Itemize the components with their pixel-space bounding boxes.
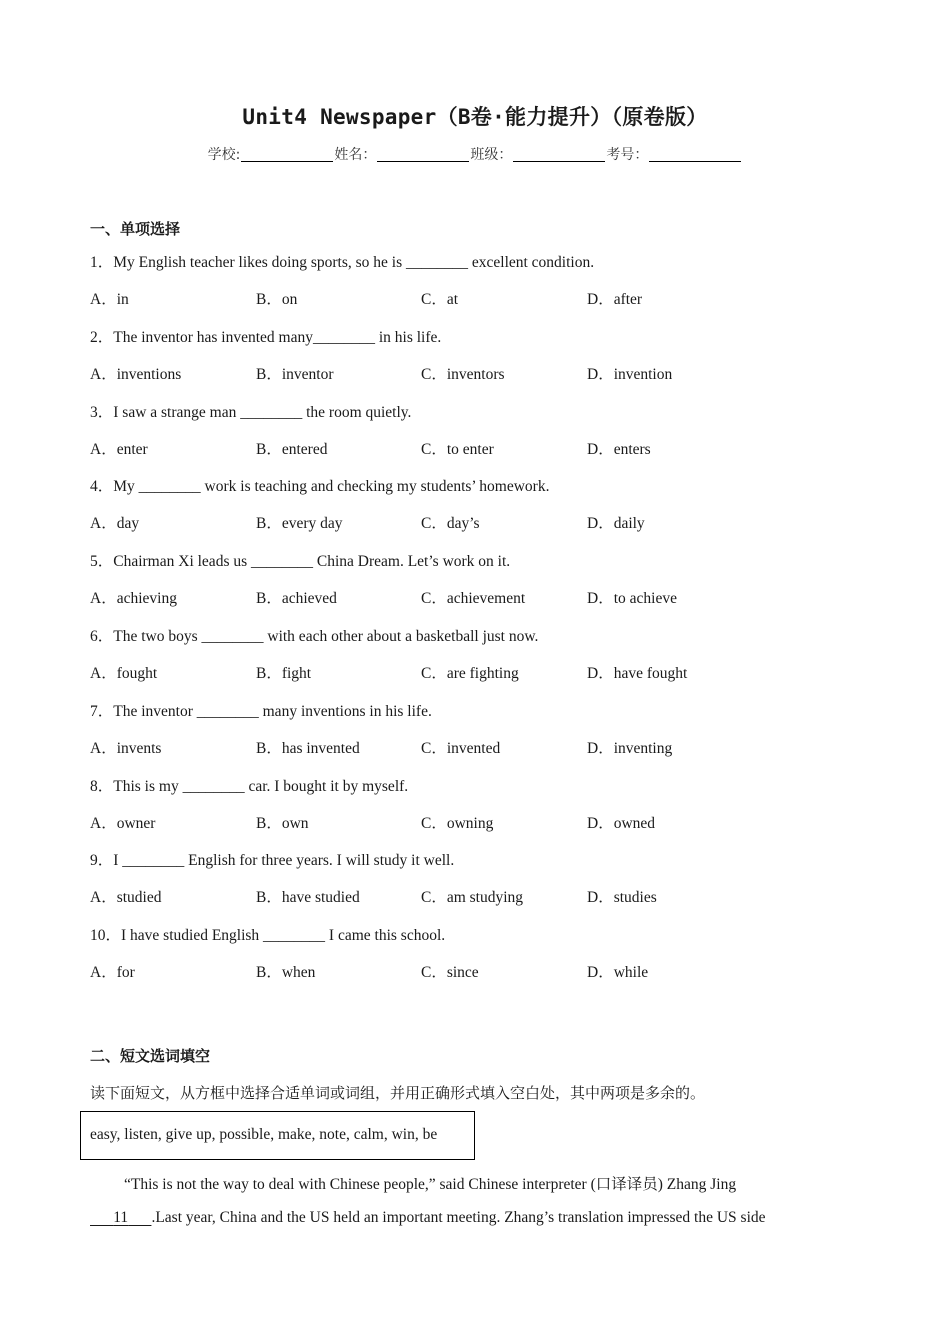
answer-option: A．in <box>90 291 129 308</box>
question-text: 7．The inventor ________ many inventions in his life. <box>90 702 432 720</box>
school-blank <box>241 147 333 162</box>
answer-option: A．studied <box>90 889 162 907</box>
answer-option: A．inventions <box>90 365 182 383</box>
answer-option: B．achieved <box>256 590 337 608</box>
answer-option: B．every day <box>256 515 343 533</box>
answer-option: D．after <box>587 291 643 308</box>
student-info-line <box>0 144 950 164</box>
answer-option: D．enters <box>587 440 651 458</box>
answer-option: C．since <box>421 964 479 982</box>
question-text: 5．Chairman Xi leads us ________ China Dream. Let’s work on it. <box>90 553 511 571</box>
question-text: 8．This is my ________ car. I bought it by myself. <box>90 777 409 795</box>
question-text: 4．My ________ work is teaching and checking my students’ homework. <box>90 478 550 496</box>
class-blank <box>513 147 605 162</box>
answer-option: C．to enter <box>421 440 494 458</box>
question-text: 2．The inventor has invented many________ in his life. <box>90 328 442 346</box>
question-text: 9．I ________ English for three years. I will study it well. <box>90 852 455 870</box>
answer-option: D．inventing <box>587 739 673 757</box>
answer-option: D．owned <box>587 814 656 832</box>
class-label: 班级： <box>470 147 513 163</box>
answer-option: C．are fighting <box>421 665 519 682</box>
answer-option: D．to achieve <box>587 590 677 608</box>
answer-option: A．fought <box>90 665 158 682</box>
answer-option: B．have studied <box>256 889 360 907</box>
instruction-text: 读下面短文，从方框中选择合适单词或词组，并用正确形式填入空白处，其中两项是多余的。 <box>90 1084 706 1102</box>
blank-number: 11 <box>113 1209 129 1226</box>
section-heading-single-choice: 一、单项选择 <box>90 220 181 238</box>
name-label: 姓名： <box>334 147 377 163</box>
answer-option: B．on <box>256 291 298 308</box>
answer-option: C．inventors <box>421 365 505 383</box>
answer-option: C．day’s <box>421 515 480 533</box>
page-title: Unit4 Newspaper（B卷·能力提升）（原卷版） <box>242 105 708 129</box>
answer-option: C．invented <box>421 739 501 757</box>
answer-option: A．invents <box>90 739 162 757</box>
answer-option: B．has invented <box>256 739 360 757</box>
answer-option: D．while <box>587 964 649 982</box>
answer-option: C．at <box>421 291 459 308</box>
question-text: 10．I have studied English ________ I came this school. <box>90 927 446 945</box>
answer-option: B．inventor <box>256 365 334 383</box>
section-heading-fill-in: 二、短文选词填空 <box>90 1047 211 1065</box>
answer-option: C．achievement <box>421 590 526 608</box>
answer-option: A．owner <box>90 814 156 832</box>
question-text: 3．I saw a strange man ________ the room quietly. <box>90 403 412 421</box>
answer-option: B．fight <box>256 665 312 682</box>
answer-option: B．when <box>256 964 316 982</box>
answer-option: D．studies <box>587 889 657 907</box>
name-blank <box>377 147 469 162</box>
answer-option: B．entered <box>256 440 328 458</box>
exam-number-blank <box>649 147 741 162</box>
answer-option: D．invention <box>587 365 673 383</box>
answer-option: C．am studying <box>421 889 524 907</box>
question-text: 6．The two boys ________ with each other about a basketball just now. <box>90 628 539 645</box>
answer-option: A．enter <box>90 440 148 458</box>
answer-option: C．owning <box>421 814 494 832</box>
answer-option: A．achieving <box>90 590 177 608</box>
passage-line-2-text: .Last year, China and the US held an important meeting. Zhang’s translation impressed the US side <box>151 1209 766 1226</box>
question-text: 1．My English teacher likes doing sports, so he is ________ excellent condition. <box>90 254 595 271</box>
passage-line-1: “This is not the way to deal with Chinese people,” said Chinese interpreter (口译译员) Zhang Jing <box>124 1176 737 1193</box>
answer-option: D．have fought <box>587 665 688 682</box>
exam-number-label: 考号： <box>606 147 649 163</box>
answer-option: B．own <box>256 814 309 832</box>
answer-option: A．for <box>90 964 135 982</box>
answer-option: A．day <box>90 515 140 533</box>
blank-11 <box>90 1209 151 1226</box>
school-label: 学校: <box>207 147 241 163</box>
passage-line-2 <box>90 1209 766 1227</box>
word-box: easy, listen, give up, possible, make, note, calm, win, be <box>80 1111 475 1160</box>
answer-option: D．daily <box>587 515 645 533</box>
